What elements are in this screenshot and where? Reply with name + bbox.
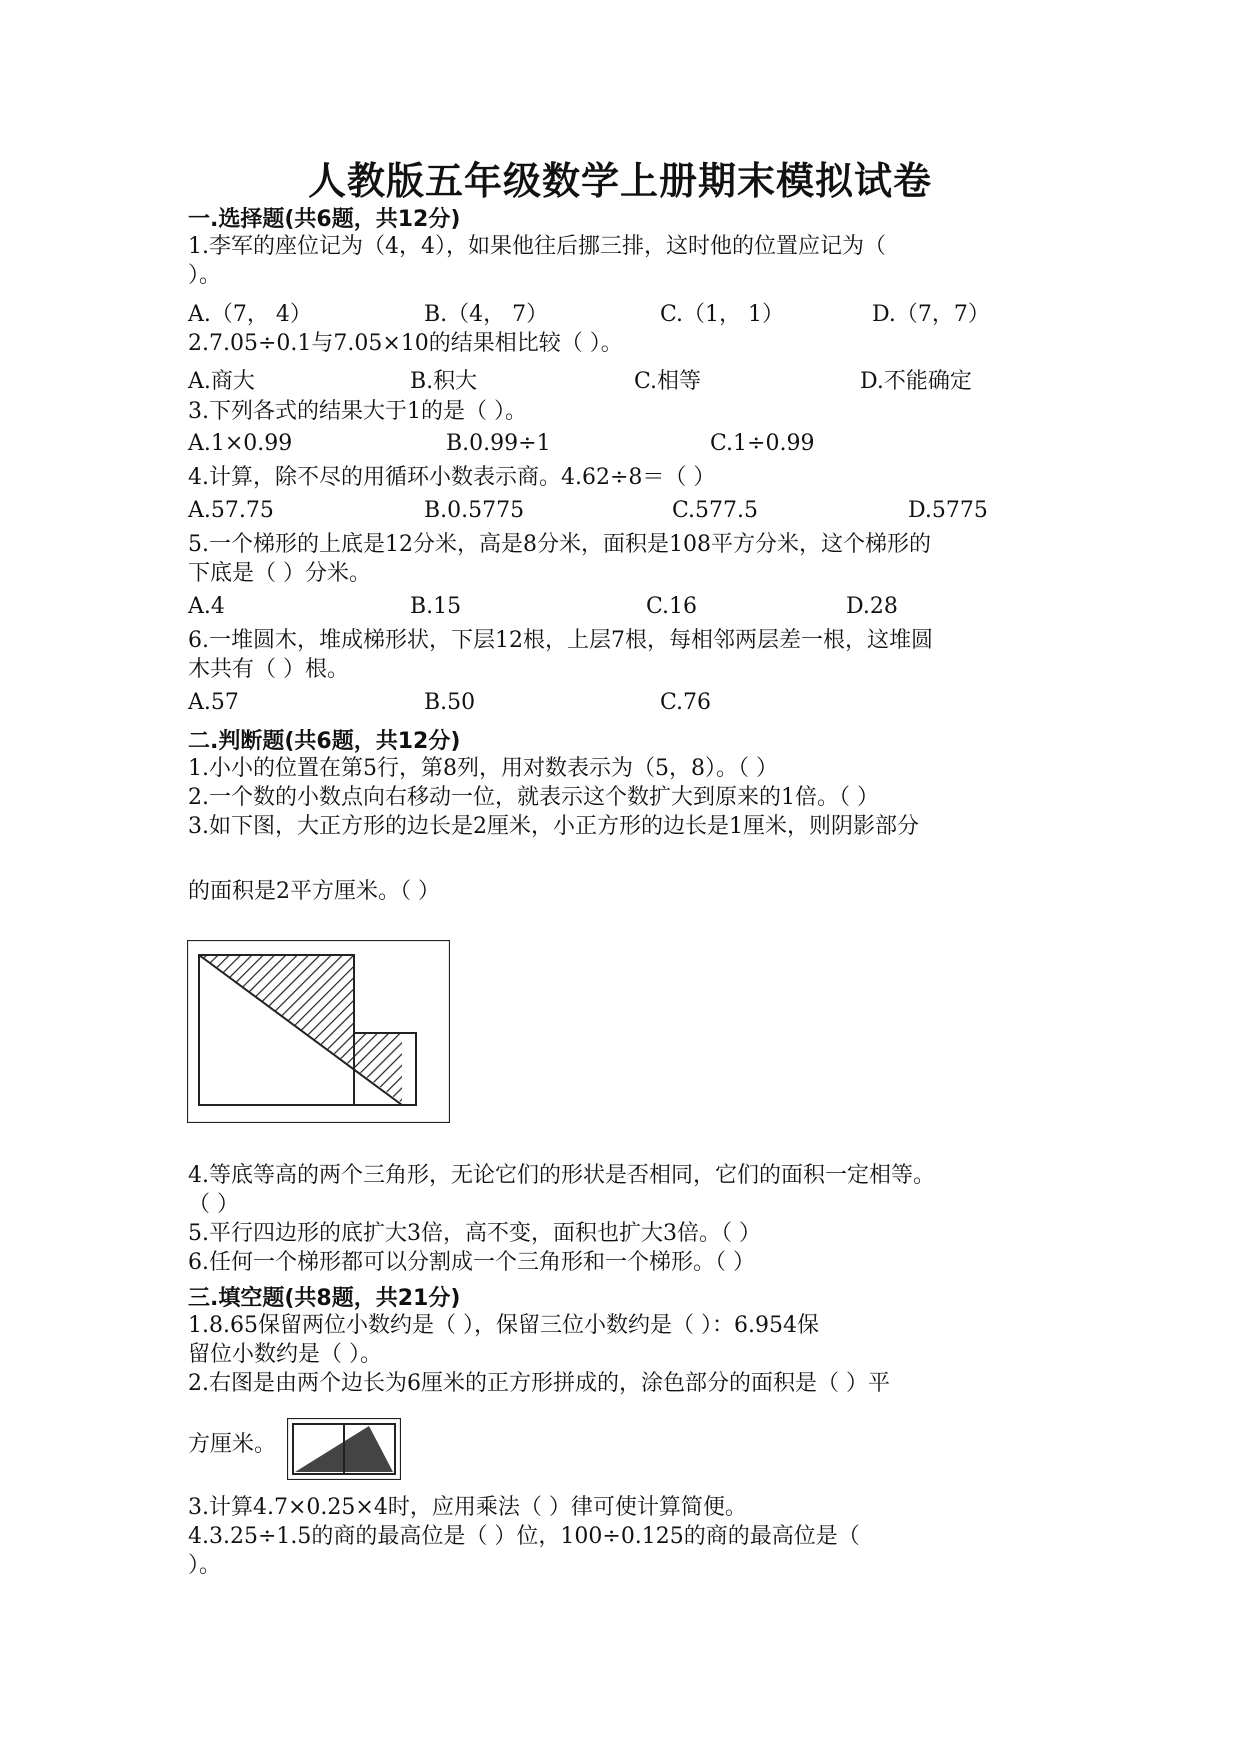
- choice-q4-option-b: B.0.5775: [424, 498, 525, 523]
- judge-q2-text: 2.一个数的小数点向右移动一位，就表示这个数扩大到原来的1倍。（ ）: [188, 785, 879, 810]
- page-title: 人教版五年级数学上册期末模拟试卷: [307, 159, 932, 203]
- choice-q6-line1: 6.一堆圆木，堆成梯形状，下层12根，上层7根，每相邻两层差一根，这堆圆: [188, 628, 933, 653]
- choice-q3-option-a: A.1×0.99: [188, 431, 293, 456]
- judge-q5-text: 5.平行四边形的底扩大3倍，高不变，面积也扩大3倍。（ ）: [188, 1221, 761, 1246]
- choice-q2-text: 2.7.05÷0.1与7.05×10的结果相比较（ ）。: [188, 331, 623, 356]
- choice-q1-line1: 1.李军的座位记为（4，4），如果他往后挪三排，这时他的位置应记为（: [188, 234, 886, 259]
- choice-q3-option-c: C.1÷0.99: [710, 431, 815, 456]
- judge-q3-line1: 3.如下图，大正方形的边长是2厘米，小正方形的边长是1厘米，则阴影部分: [188, 814, 919, 839]
- judge-q3-line2: 的面积是2平方厘米。（ ）: [188, 879, 440, 904]
- section-fill-heading: 三.填空题(共8题，共21分): [188, 1286, 461, 1311]
- section-choice-heading: 一.选择题(共6题，共12分): [188, 207, 461, 232]
- choice-q6-line2: 木共有（ ）根。: [188, 657, 349, 682]
- choice-q5-option-c: C.16: [646, 594, 698, 619]
- fill-q4-line1: 4.3.25÷1.5的商的最高位是（ ）位，100÷0.125的商的最高位是（: [188, 1524, 860, 1549]
- choice-q5-option-d: D.28: [846, 594, 898, 619]
- choice-q1-line2: ）。: [188, 263, 222, 288]
- fill-q1-line1: 1.8.65保留两位小数约是（ ），保留三位小数约是（ ）：6.954保: [188, 1313, 819, 1338]
- choice-q1-option-d: D.（7，7）: [872, 302, 990, 327]
- choice-q1-option-c: C.（1， 1）: [660, 302, 785, 327]
- choice-q2-option-a: A.商大: [188, 369, 255, 394]
- choice-q5-line2: 下底是（ ）分米。: [188, 561, 371, 586]
- fill-q2-line2: 方厘米。: [188, 1432, 277, 1457]
- fill-q1-line2: 留位小数约是（ ）。: [188, 1342, 382, 1367]
- choice-q5-option-a: A.4: [188, 594, 225, 619]
- choice-q1-option-a: A.（7， 4）: [188, 302, 312, 327]
- choice-q4-text: 4.计算，除不尽的用循环小数表示商。4.62÷8＝（ ）: [188, 465, 716, 490]
- judge-q6-text: 6.任何一个梯形都可以分割成一个三角形和一个梯形。（ ）: [188, 1250, 755, 1275]
- choice-q6-option-b: B.50: [424, 690, 476, 715]
- choice-q3-text: 3.下列各式的结果大于1的是（ ）。: [188, 399, 527, 424]
- choice-q6-option-a: A.57: [188, 690, 239, 715]
- judge-q4-line1: 4.等底等高的两个三角形，无论它们的形状是否相同，它们的面积一定相等。: [188, 1163, 935, 1188]
- fill-q4-line2: ）。: [188, 1553, 222, 1578]
- choice-q2-option-b: B.积大: [410, 369, 478, 394]
- judge-q1-text: 1.小小的位置在第5行，第8列，用对数表示为（5，8）。（ ）: [188, 756, 778, 781]
- choice-q5-option-b: B.15: [410, 594, 462, 619]
- choice-q6-option-c: C.76: [660, 690, 712, 715]
- choice-q2-option-c: C.相等: [634, 369, 702, 394]
- choice-q1-option-b: B.（4， 7）: [424, 302, 549, 327]
- choice-q3-option-b: B.0.99÷1: [446, 431, 551, 456]
- judge-q4-line2: （ ）: [188, 1192, 239, 1217]
- choice-q2-option-d: D.不能确定: [860, 369, 972, 394]
- section-judge-heading: 二.判断题(共6题，共12分): [188, 729, 461, 754]
- squares-shaded-figure: [187, 940, 450, 1123]
- two-squares-figure: [287, 1418, 401, 1480]
- choice-q4-option-d: D.5775: [908, 498, 988, 523]
- fill-q3-text: 3.计算4.7×0.25×4时，应用乘法（ ）律可使计算简便。: [188, 1495, 747, 1520]
- choice-q4-option-c: C.577.5: [672, 498, 759, 523]
- fill-q2-line1: 2.右图是由两个边长为6厘米的正方形拼成的，涂色部分的面积是（ ）平: [188, 1371, 890, 1396]
- choice-q5-line1: 5.一个梯形的上底是12分米，高是8分米，面积是108平方分米，这个梯形的: [188, 532, 931, 557]
- choice-q4-option-a: A.57.75: [188, 498, 274, 523]
